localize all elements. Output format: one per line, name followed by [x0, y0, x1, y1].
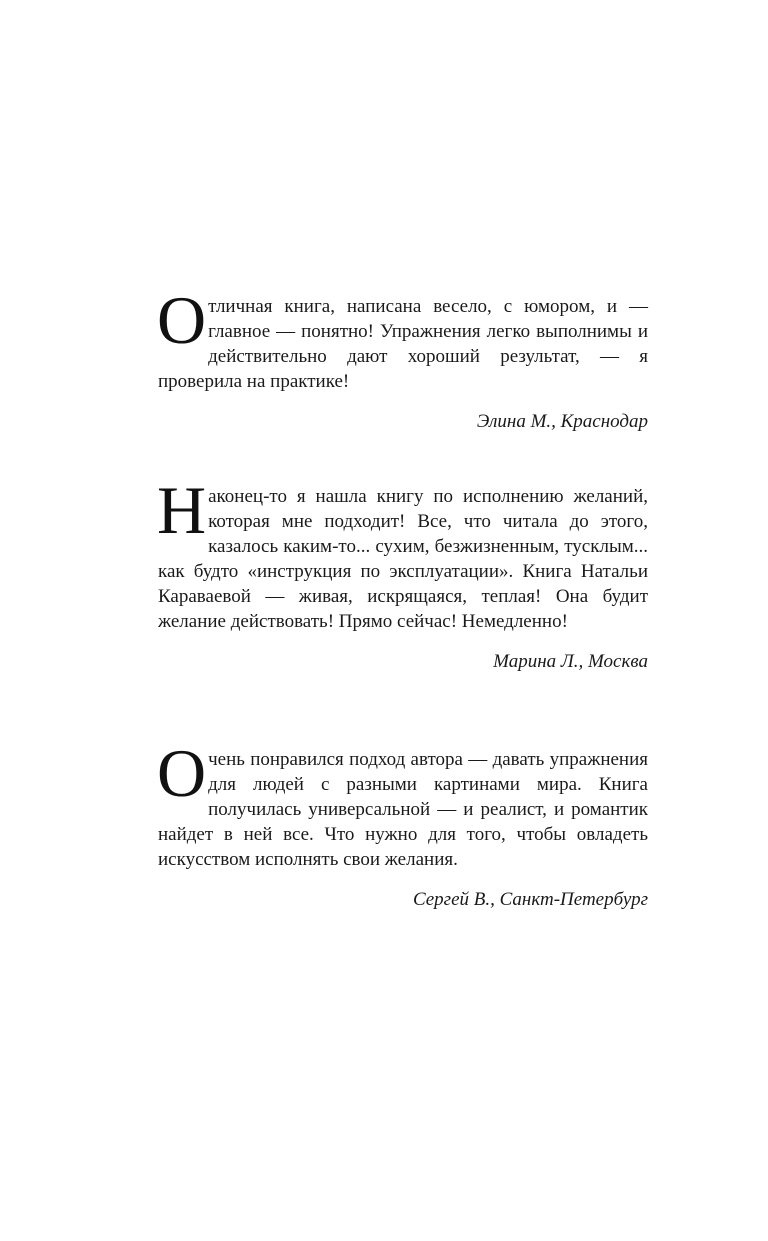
review-block — [157, 282, 648, 434]
review-author: Марина Л., Москва — [493, 651, 648, 672]
dropcap-letter: О — [157, 735, 207, 811]
review-text — [157, 282, 648, 394]
review-body: аконец-то я нашла книгу по исполнению желаний, которая мне подходит! Все, что читала до этого, казалось каким-то... сухим, безжизненным, тусклым... как будто «инструкция по эксплуатации». Книга Натальи Караваевой — живая, искрящаяся, теплая! Она будит желание действовать! Прямо сейчас! Немедленно! — [158, 486, 648, 632]
review-text — [157, 735, 648, 872]
dropcap-letter: Н — [157, 472, 207, 548]
review-body: тличная книга, написана весело, с юмором, и — главное — понятно! Упражнения легко выполнимы и действительно дают хороший результат, — я проверила на практике! — [158, 296, 648, 392]
dropcap-letter: О — [157, 282, 207, 358]
review-body: чень понравился подход автора — давать упражнения для людей с разными картинами мира. Книга получилась универсальной — и реалист, и романтик найдет в ней все. Что нужно для того, чтобы овладеть искусством исполнять свои желания. — [158, 749, 648, 870]
review-text — [157, 472, 648, 634]
review-block — [157, 472, 648, 674]
review-author: Сергей В., Санкт-Петербург — [412, 889, 648, 910]
review-block — [157, 735, 648, 912]
review-author: Элина М., Краснодар — [476, 411, 648, 432]
